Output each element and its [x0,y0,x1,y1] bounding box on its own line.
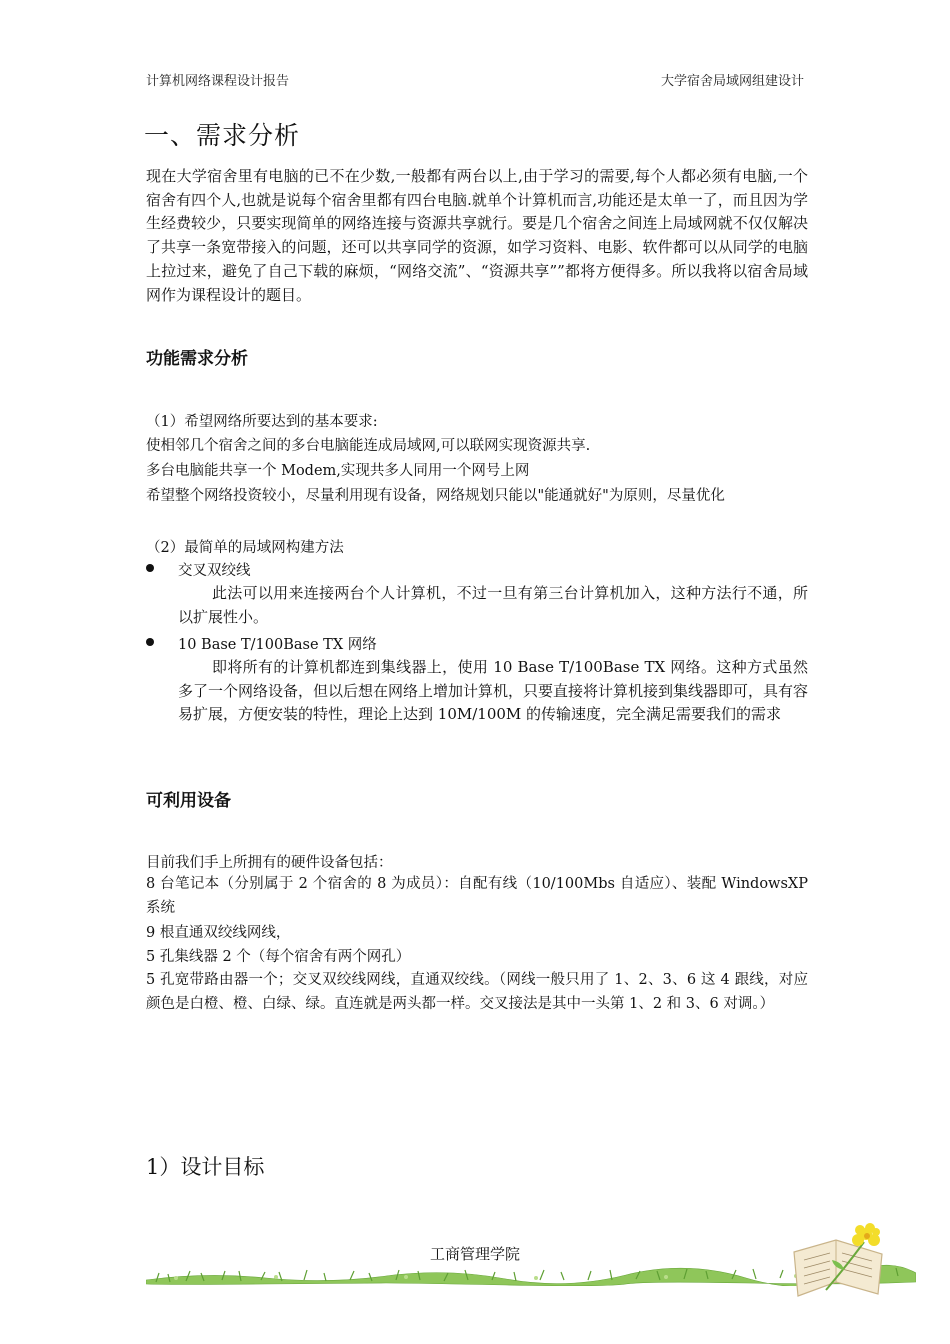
section-title: 一、需求分析 [144,121,301,150]
equipment-item: 5 孔集线器 2 个（每个宿舍有两个网孔） [146,949,411,965]
heading-function-requirements: 功能需求分析 [146,349,248,369]
heading-available-equipment: 可利用设备 [146,791,231,811]
footer-text: 工商管理学院 [429,1245,520,1263]
methods-title: （2）最简单的局域网构建方法 [146,540,344,556]
requirements-title: （1）希望网络所要达到的基本要求: [146,414,378,430]
requirement-line: 希望整个网络投资较小，尽量利用现有设备，网络规划只能以"能通就好"为原则，尽量优化 [146,488,725,504]
header-right: 大学宿舍局域网组建设计 [660,74,804,89]
intro-paragraph: 现在大学宿舍里有电脑的已不在少数,一般都有两台以上,由于学习的需要,每个人都必须有电脑,一个宿舍有四个人,也就是说每个宿舍里都有四台电脑.就单个计算机而言,功能还是太单一了，而且因为学生经费较少，只要实现简单的网络连接与资源共享就行。要是几个宿舍之间连上局域网就不仅仅解决了共享一条宽带接入的问题，还可以共享同学的资源，如学习资料、电影、软件都可以从同学的电脑上拉过来，避免了自己下载的麻烦，“网络交流”、“资源共享””都将方便得多。所以我将以宿舍局域网作为课程设计的题目。 [146,167,808,304]
design-goal-title: 1）设计目标 [146,1155,265,1179]
equipment-intro: 目前我们手上所拥有的硬件设备包括： [146,855,393,871]
equipment-item: 8 台笔记本（分别属于 2 个宿舍的 8 为成员）：自配有线（10/100Mbs 自适应）、装配 WindowsXP 系统 [146,876,808,916]
requirement-line: 多台电脑能共享一个 Modem,实现共多人同用一个网号上网 [146,463,530,479]
equipment-item: 9 根直通双绞线网线， [146,925,291,941]
bullet-icon [146,638,154,646]
method-description: 即将所有的计算机都连到集线器上，使用 10 Base T/100Base TX 网络。这种方式虽然多了一个网络设备，但以后想在网络上增加计算机，只要直接将计算机接到集线器即可，具有容易扩展，方便安装的特性，理论上达到 10M/100M 的传输速度，完全满足需要我们的需求 [178,658,809,724]
book-flower-decoration [786,1212,896,1302]
method-name: 交叉双绞线 [178,563,251,579]
method-description: 此法可以用来连接两台个人计算机，不过一旦有第三台计算机加入，这种方法行不通，所以扩展性小。 [178,584,808,626]
header-left: 计算机网络课程设计报告 [146,74,290,89]
equipment-item: 5 孔宽带路由器一个；交叉双绞线网线，直通双绞线。（网线一般只用了 1、2、3、6 这 4 跟线，对应颜色是白橙、橙、白绿、绿。直连就是两头都一样。交叉接法是其中一头第 1、2 和 3、6 对调。） [146,972,808,1012]
method-name: 10 Base T/100Base TX 网络 [178,637,377,653]
requirement-line: 使相邻几个宿舍之间的多台电脑能连成局域网,可以联网实现资源共享. [146,438,591,454]
bullet-icon [146,564,154,572]
